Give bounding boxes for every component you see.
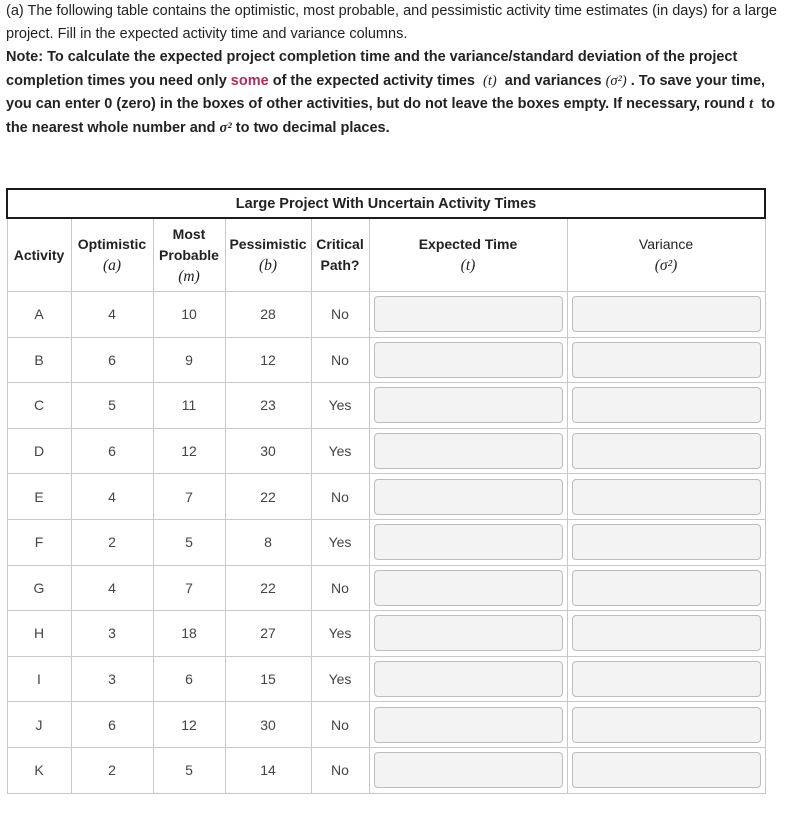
expected-time-input[interactable] [374, 433, 563, 469]
expected-time-input[interactable] [374, 524, 563, 560]
table-row [7, 702, 765, 748]
expected-time-input[interactable] [374, 387, 563, 423]
note-part3: and variances [504, 72, 602, 89]
critical-path-cell: Yes [311, 656, 369, 702]
expected-time-input[interactable] [374, 296, 563, 332]
optimistic-cell: 6 [71, 702, 153, 748]
pessimistic-cell: 30 [225, 702, 311, 748]
optimistic-cell: 4 [71, 565, 153, 611]
critical-path-cell: No [311, 337, 369, 383]
sigma-symbol: (σ²) [605, 72, 627, 89]
pessimistic-cell: 8 [225, 519, 311, 565]
table-row [7, 611, 765, 657]
critical-path-cell: Yes [311, 519, 369, 565]
optimistic-cell: 4 [71, 292, 153, 338]
activity-times-table [6, 188, 766, 794]
variance-input-cell [567, 519, 765, 565]
expected-time-input-cell [369, 611, 567, 657]
most-probable-cell: 7 [153, 474, 225, 520]
t-variable: t [749, 96, 754, 112]
header-critical-path: Critical Path? [311, 218, 369, 292]
variance-input[interactable] [572, 615, 761, 651]
table-row [7, 428, 765, 474]
activity-cell: K [7, 747, 71, 793]
critical-path-cell: No [311, 702, 369, 748]
table-caption: Large Project With Uncertain Activity Times [7, 189, 765, 218]
most-probable-cell: 12 [153, 702, 225, 748]
variance-input-cell [567, 474, 765, 520]
variance-input[interactable] [572, 342, 761, 378]
critical-path-cell: No [311, 474, 369, 520]
most-probable-cell: 5 [153, 519, 225, 565]
table-header-row [7, 218, 765, 292]
variance-input[interactable] [572, 387, 761, 423]
pessimistic-cell: 30 [225, 428, 311, 474]
table-row [7, 565, 765, 611]
pessimistic-cell: 22 [225, 474, 311, 520]
optimistic-cell: 6 [71, 428, 153, 474]
optimistic-cell: 2 [71, 747, 153, 793]
variance-input[interactable] [572, 296, 761, 332]
table-row [7, 747, 765, 793]
optimistic-cell: 6 [71, 337, 153, 383]
variance-input[interactable] [572, 570, 761, 606]
expected-time-input-cell [369, 747, 567, 793]
table-row [7, 519, 765, 565]
note-part5: to the nearest whole number and [6, 96, 775, 136]
critical-path-cell: No [311, 565, 369, 611]
optimistic-cell: 3 [71, 656, 153, 702]
note-highlight: some [230, 72, 269, 89]
variance-input[interactable] [572, 433, 761, 469]
expected-time-input-cell [369, 565, 567, 611]
most-probable-cell: 7 [153, 565, 225, 611]
problem-statement [6, 0, 792, 140]
variance-input[interactable] [572, 752, 761, 788]
most-probable-cell: 12 [153, 428, 225, 474]
note-text [6, 46, 792, 140]
pessimistic-cell: 14 [225, 747, 311, 793]
activity-cell: G [7, 565, 71, 611]
expected-time-input[interactable] [374, 570, 563, 606]
header-variance: Variance (σ²) [567, 218, 765, 292]
variance-input[interactable] [572, 661, 761, 697]
expected-time-input[interactable] [374, 615, 563, 651]
expected-time-input-cell [369, 474, 567, 520]
expected-time-input-cell [369, 519, 567, 565]
activity-cell: B [7, 337, 71, 383]
expected-time-input-cell [369, 428, 567, 474]
header-most-probable: Most Probable (m) [153, 218, 225, 292]
expected-time-input-cell [369, 292, 567, 338]
most-probable-cell: 9 [153, 337, 225, 383]
most-probable-cell: 11 [153, 383, 225, 429]
pessimistic-cell: 15 [225, 656, 311, 702]
variance-input-cell [567, 383, 765, 429]
expected-time-input-cell [369, 383, 567, 429]
critical-path-cell: Yes [311, 611, 369, 657]
activity-cell: A [7, 292, 71, 338]
expected-time-input[interactable] [374, 752, 563, 788]
table-row [7, 474, 765, 520]
activity-cell: C [7, 383, 71, 429]
pessimistic-cell: 28 [225, 292, 311, 338]
most-probable-cell: 10 [153, 292, 225, 338]
note-part4: . To save your time, you can enter 0 (zero) in the boxes of other activities, but do not leave the boxes empty. If necessary, round [6, 72, 766, 112]
expected-time-input-cell [369, 702, 567, 748]
critical-path-cell: No [311, 292, 369, 338]
critical-path-cell: Yes [311, 428, 369, 474]
table-row [7, 656, 765, 702]
activity-cell: F [7, 519, 71, 565]
expected-time-input[interactable] [374, 661, 563, 697]
variance-input-cell [567, 428, 765, 474]
activity-cell: J [7, 702, 71, 748]
activity-cell: I [7, 656, 71, 702]
variance-input-cell [567, 337, 765, 383]
header-pessimistic: Pessimistic (b) [225, 218, 311, 292]
note-part1: Note: To calculate the expected project completion time and the variance/standard deviation of the project completion times you need only [6, 49, 738, 89]
variance-input-cell [567, 611, 765, 657]
variance-input-cell [567, 565, 765, 611]
note-part2: of the expected activity times [272, 72, 475, 89]
pessimistic-cell: 27 [225, 611, 311, 657]
variance-input-cell [567, 702, 765, 748]
header-optimistic: Optimistic (a) [71, 218, 153, 292]
variance-input-cell [567, 656, 765, 702]
pessimistic-cell: 22 [225, 565, 311, 611]
header-activity: Activity [7, 218, 71, 292]
note-part6: to two decimal places. [235, 119, 390, 136]
variance-input[interactable] [572, 524, 761, 560]
table-row [7, 292, 765, 338]
expected-time-input-cell [369, 337, 567, 383]
optimistic-cell: 4 [71, 474, 153, 520]
variance-input-cell [567, 292, 765, 338]
critical-path-cell: Yes [311, 383, 369, 429]
expected-time-input-cell [369, 656, 567, 702]
critical-path-cell: No [311, 747, 369, 793]
pessimistic-cell: 23 [225, 383, 311, 429]
variance-input-cell [567, 747, 765, 793]
pessimistic-cell: 12 [225, 337, 311, 383]
expected-time-input[interactable] [374, 707, 563, 743]
table-row [7, 337, 765, 383]
expected-time-input[interactable] [374, 479, 563, 515]
intro-text: (a) The following table contains the optimistic, most probable, and pessimistic activity time estimates (in days) for a large project. Fill in the expected activity time and variance columns. [6, 3, 777, 42]
activity-cell: E [7, 474, 71, 520]
most-probable-cell: 6 [153, 656, 225, 702]
most-probable-cell: 18 [153, 611, 225, 657]
activity-cell: D [7, 428, 71, 474]
optimistic-cell: 3 [71, 611, 153, 657]
sigma-variable: σ² [219, 119, 232, 136]
optimistic-cell: 5 [71, 383, 153, 429]
activity-cell: H [7, 611, 71, 657]
expected-time-input[interactable] [374, 342, 563, 378]
table-row [7, 383, 765, 429]
optimistic-cell: 2 [71, 519, 153, 565]
most-probable-cell: 5 [153, 747, 225, 793]
t-symbol: (t) [483, 72, 497, 89]
header-expected-time: Expected Time (t) [369, 218, 567, 292]
variance-input[interactable] [572, 707, 761, 743]
variance-input[interactable] [572, 479, 761, 515]
